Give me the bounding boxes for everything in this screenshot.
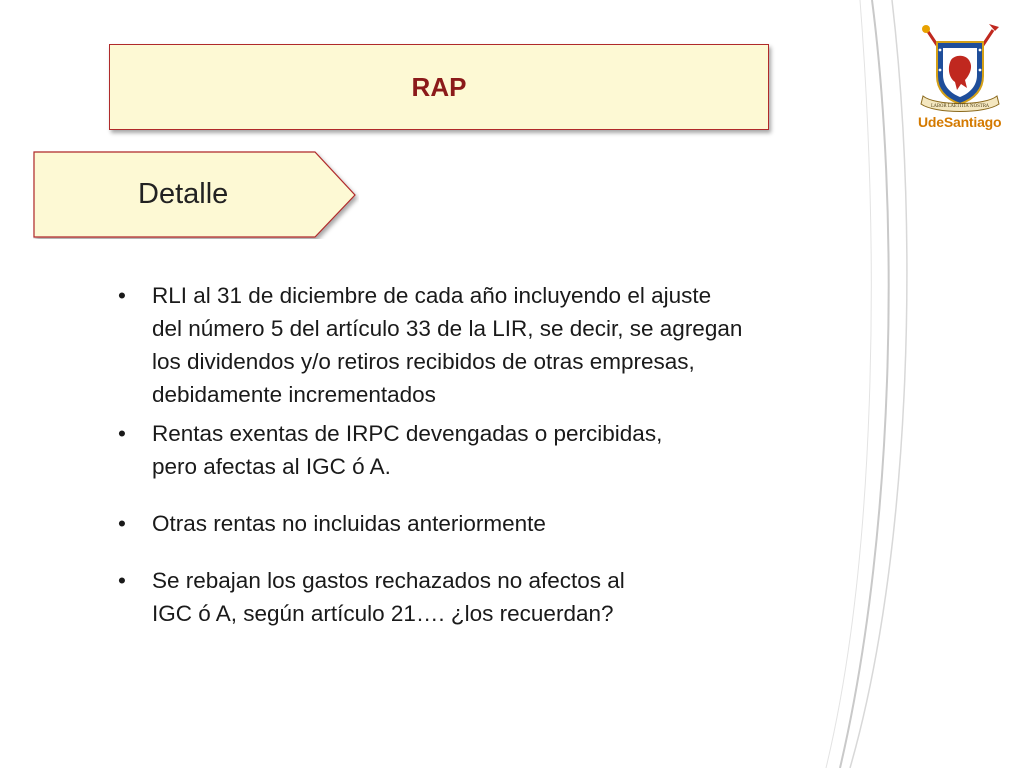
- bullet-text: Rentas exentas de IRPC devengadas o percibidas, pero afectas al IGC ó A.: [152, 421, 663, 479]
- logo-wordmark: [918, 114, 1001, 130]
- bullet-text: Otras rentas no incluidas anteriormente: [152, 511, 546, 536]
- list-item: [118, 417, 828, 483]
- list-item: [118, 279, 828, 411]
- bullet-dot-icon: •: [118, 568, 126, 593]
- bullet-dot-icon: •: [118, 283, 126, 308]
- bullet-text: RLI al 31 de diciembre de cada año incluyendo el ajuste del número 5 del artículo 33 de la LIR, se decir, se agregan los dividendos y/o retiros recibidos de otras empresas, debidamente incrementados: [152, 283, 743, 407]
- title-box: [109, 44, 769, 130]
- logo-wordmark-text: UdeSantiago: [918, 114, 1002, 130]
- bullet-dot-icon: •: [118, 421, 126, 446]
- bullet-dot-icon: •: [118, 511, 126, 536]
- list-item: [118, 564, 828, 630]
- bullet-text: Se rebajan los gastos rechazados no afectos al IGC ó A, según artículo 21…. ¿los recuerdan?: [152, 568, 625, 626]
- section-label: Detalle: [138, 178, 229, 210]
- list-item: [118, 507, 828, 540]
- bullet-list: [118, 279, 828, 630]
- motto-text: LABOR LAETITIA NOSTRA: [931, 103, 989, 108]
- slide-title: RAP: [411, 71, 467, 102]
